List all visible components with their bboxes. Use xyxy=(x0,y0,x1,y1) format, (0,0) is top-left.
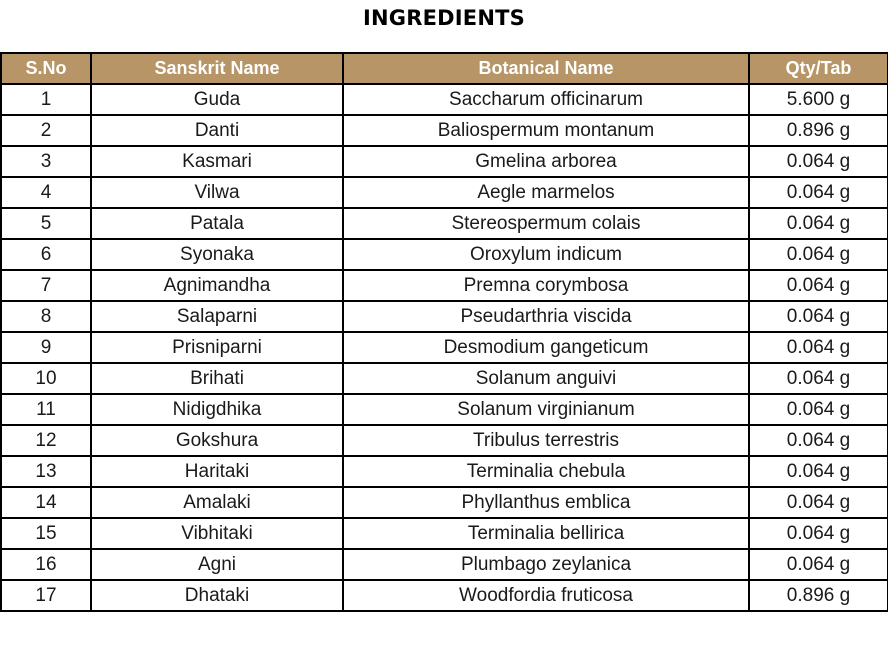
table-row xyxy=(1,394,888,425)
cell-sanskrit-name: Patala xyxy=(91,208,343,239)
cell-sanskrit-name: Dhataki xyxy=(91,580,343,611)
cell-qty-per-tab: 0.064 g xyxy=(749,239,888,270)
cell-sno: 8 xyxy=(1,301,91,332)
cell-botanical-name: Baliospermum montanum xyxy=(343,115,749,146)
cell-sno: 13 xyxy=(1,456,91,487)
cell-sanskrit-name: Salaparni xyxy=(91,301,343,332)
table-row xyxy=(1,332,888,363)
cell-qty-per-tab: 0.064 g xyxy=(749,208,888,239)
cell-botanical-name: Desmodium gangeticum xyxy=(343,332,749,363)
column-header-sno: S.No xyxy=(1,53,91,84)
page-title: INGREDIENTS xyxy=(363,6,525,30)
column-header-botanical-name: Botanical Name xyxy=(343,53,749,84)
table-row xyxy=(1,177,888,208)
cell-qty-per-tab: 0.064 g xyxy=(749,456,888,487)
column-header-qty-per-tab: Qty/Tab xyxy=(749,53,888,84)
cell-sno: 7 xyxy=(1,270,91,301)
cell-sno: 17 xyxy=(1,580,91,611)
cell-sanskrit-name: Gokshura xyxy=(91,425,343,456)
cell-sno: 9 xyxy=(1,332,91,363)
cell-sno: 2 xyxy=(1,115,91,146)
cell-sanskrit-name: Haritaki xyxy=(91,456,343,487)
cell-sno: 3 xyxy=(1,146,91,177)
table-row xyxy=(1,146,888,177)
cell-sanskrit-name: Syonaka xyxy=(91,239,343,270)
cell-sanskrit-name: Prisniparni xyxy=(91,332,343,363)
cell-sanskrit-name: Vibhitaki xyxy=(91,518,343,549)
cell-sanskrit-name: Brihati xyxy=(91,363,343,394)
table-row xyxy=(1,115,888,146)
cell-botanical-name: Solanum anguivi xyxy=(343,363,749,394)
cell-sanskrit-name: Guda xyxy=(91,84,343,115)
cell-botanical-name: Plumbago zeylanica xyxy=(343,549,749,580)
table-row xyxy=(1,518,888,549)
cell-sanskrit-name: Agnimandha xyxy=(91,270,343,301)
table-row xyxy=(1,487,888,518)
cell-botanical-name: Oroxylum indicum xyxy=(343,239,749,270)
cell-botanical-name: Premna corymbosa xyxy=(343,270,749,301)
cell-qty-per-tab: 0.064 g xyxy=(749,363,888,394)
cell-sno: 10 xyxy=(1,363,91,394)
cell-sanskrit-name: Vilwa xyxy=(91,177,343,208)
column-header-sanskrit-name: Sanskrit Name xyxy=(91,53,343,84)
cell-qty-per-tab: 0.064 g xyxy=(749,270,888,301)
cell-sanskrit-name: Agni xyxy=(91,549,343,580)
cell-qty-per-tab: 0.064 g xyxy=(749,332,888,363)
table-row xyxy=(1,270,888,301)
cell-qty-per-tab: 0.064 g xyxy=(749,394,888,425)
cell-qty-per-tab: 0.896 g xyxy=(749,580,888,611)
cell-qty-per-tab: 0.896 g xyxy=(749,115,888,146)
cell-sanskrit-name: Danti xyxy=(91,115,343,146)
table-row xyxy=(1,425,888,456)
cell-qty-per-tab: 0.064 g xyxy=(749,301,888,332)
table-row xyxy=(1,239,888,270)
cell-qty-per-tab: 0.064 g xyxy=(749,487,888,518)
cell-botanical-name: Pseudarthria viscida xyxy=(343,301,749,332)
table-row xyxy=(1,363,888,394)
cell-botanical-name: Solanum virginianum xyxy=(343,394,749,425)
cell-botanical-name: Gmelina arborea xyxy=(343,146,749,177)
cell-qty-per-tab: 0.064 g xyxy=(749,177,888,208)
cell-botanical-name: Woodfordia fruticosa xyxy=(343,580,749,611)
cell-sno: 12 xyxy=(1,425,91,456)
table-row xyxy=(1,84,888,115)
cell-sanskrit-name: Kasmari xyxy=(91,146,343,177)
cell-sno: 4 xyxy=(1,177,91,208)
cell-sno: 1 xyxy=(1,84,91,115)
cell-sanskrit-name: Amalaki xyxy=(91,487,343,518)
table-row xyxy=(1,208,888,239)
cell-sno: 16 xyxy=(1,549,91,580)
table-body xyxy=(1,84,888,611)
cell-sno: 15 xyxy=(1,518,91,549)
cell-qty-per-tab: 5.600 g xyxy=(749,84,888,115)
cell-qty-per-tab: 0.064 g xyxy=(749,425,888,456)
cell-qty-per-tab: 0.064 g xyxy=(749,146,888,177)
cell-sanskrit-name: Nidigdhika xyxy=(91,394,343,425)
table-header-row xyxy=(1,53,888,84)
table-row xyxy=(1,301,888,332)
cell-botanical-name: Phyllanthus emblica xyxy=(343,487,749,518)
cell-botanical-name: Terminalia chebula xyxy=(343,456,749,487)
ingredients-table xyxy=(0,52,888,612)
cell-qty-per-tab: 0.064 g xyxy=(749,518,888,549)
table-row xyxy=(1,549,888,580)
cell-botanical-name: Tribulus terrestris xyxy=(343,425,749,456)
cell-sno: 11 xyxy=(1,394,91,425)
cell-sno: 5 xyxy=(1,208,91,239)
cell-botanical-name: Terminalia bellirica xyxy=(343,518,749,549)
cell-qty-per-tab: 0.064 g xyxy=(749,549,888,580)
cell-botanical-name: Aegle marmelos xyxy=(343,177,749,208)
cell-botanical-name: Stereospermum colais xyxy=(343,208,749,239)
cell-sno: 6 xyxy=(1,239,91,270)
table-row xyxy=(1,456,888,487)
table-row xyxy=(1,580,888,611)
cell-sno: 14 xyxy=(1,487,91,518)
cell-botanical-name: Saccharum officinarum xyxy=(343,84,749,115)
